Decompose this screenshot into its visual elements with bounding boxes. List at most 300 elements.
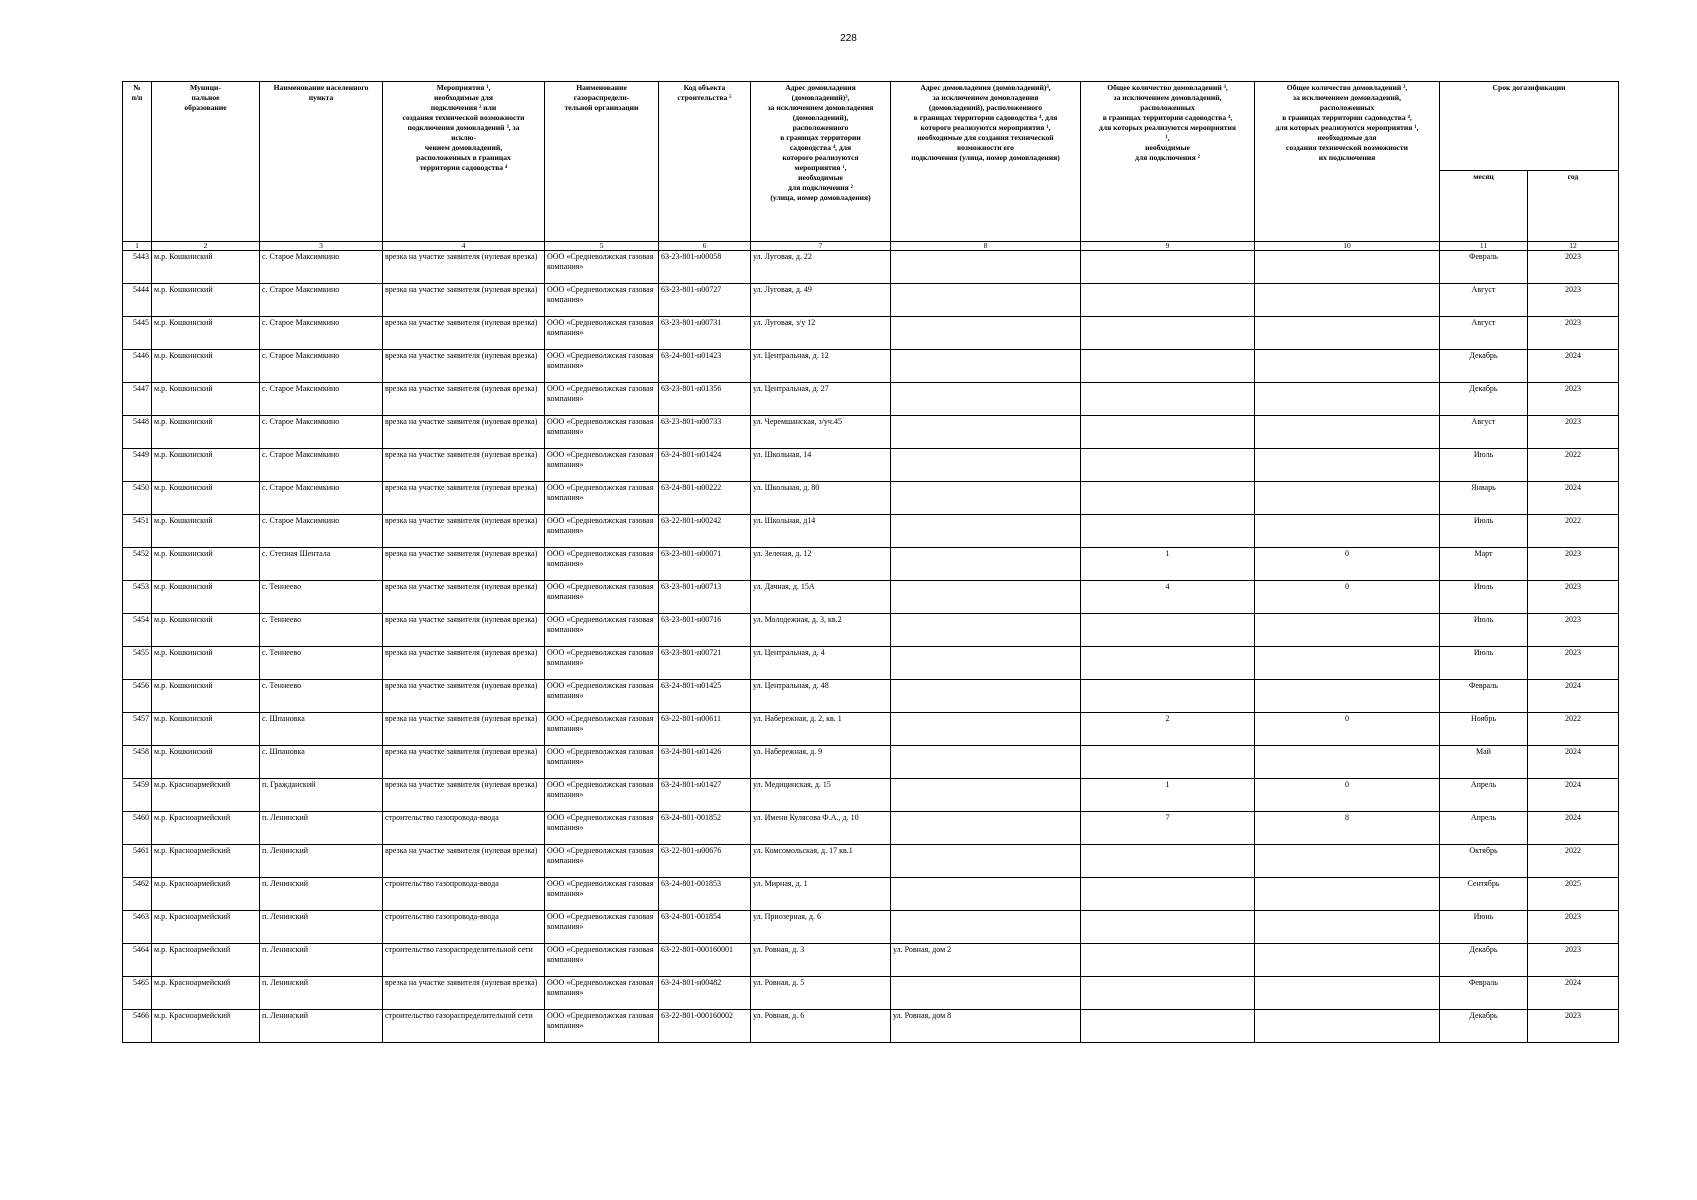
count-technical-cell [1255, 416, 1440, 449]
address-connection-cell: ул. Центральная, д. 4 [751, 647, 891, 680]
municipality-cell: м.р. Кошкинский [152, 713, 260, 746]
activity-cell: врезка на участке заявителя (нулевая врезка) [383, 482, 545, 515]
column-number: 11 [1440, 242, 1528, 251]
address-connection-cell: ул. Центральная, д. 27 [751, 383, 891, 416]
year-cell: 2023 [1528, 284, 1619, 317]
object-code-cell: 63-24-801-н00482 [659, 977, 751, 1010]
count-technical-cell [1255, 515, 1440, 548]
municipality-cell: м.р. Красноармейский [152, 845, 260, 878]
row-number: 5466 [123, 1010, 152, 1043]
object-code-cell: 63-23-801-н00058 [659, 251, 751, 284]
address-technical-cell [891, 449, 1081, 482]
header-activities: Мероприятия ¹, необходимые для подключения ² или создания технической возможности подключения домовладений ³, за исклю- чением домовладений, расположенных в границах территории садоводства ⁴ [383, 82, 545, 242]
table-row [123, 977, 1619, 1010]
municipality-cell: м.р. Красноармейский [152, 911, 260, 944]
organization-cell: ООО «Средневолжская газовая компания» [545, 977, 659, 1010]
count-connection-cell [1081, 878, 1255, 911]
address-connection-cell: ул. Луговая, д. 22 [751, 251, 891, 284]
page-number: 228 [840, 33, 857, 44]
settlement-cell: с. Шпановка [260, 713, 383, 746]
address-technical-cell [891, 482, 1081, 515]
object-code-cell: 63-24-801-н01424 [659, 449, 751, 482]
object-code-cell: 63-23-801-н00071 [659, 548, 751, 581]
settlement-cell: п. Ленинский [260, 1010, 383, 1043]
organization-cell: ООО «Средневолжская газовая компания» [545, 383, 659, 416]
municipality-cell: м.р. Кошкинский [152, 383, 260, 416]
month-cell: Август [1440, 317, 1528, 350]
municipality-cell: м.р. Кошкинский [152, 482, 260, 515]
year-cell: 2023 [1528, 944, 1619, 977]
municipality-cell: м.р. Кошкинский [152, 581, 260, 614]
address-technical-cell [891, 581, 1081, 614]
organization-cell: ООО «Средневолжская газовая компания» [545, 647, 659, 680]
settlement-cell: п. Ленинский [260, 977, 383, 1010]
activity-cell: врезка на участке заявителя (нулевая врезка) [383, 350, 545, 383]
month-cell: Февраль [1440, 977, 1528, 1010]
count-technical-cell [1255, 944, 1440, 977]
year-cell: 2024 [1528, 779, 1619, 812]
count-technical-cell [1255, 878, 1440, 911]
count-connection-cell [1081, 317, 1255, 350]
address-technical-cell [891, 416, 1081, 449]
table-row [123, 680, 1619, 713]
settlement-cell: с. Теннеево [260, 680, 383, 713]
address-connection-cell: ул. Ровная, д. 5 [751, 977, 891, 1010]
header-address-connection: Адрес домовладения (домовладений)³, за исключением домовладения (домовладений), расположенного в границах территории садоводства ⁴, для которого реализуются мероприятия ¹, необходимые для подключения ² (улица, номер домовладения) [751, 82, 891, 242]
count-technical-cell [1255, 614, 1440, 647]
address-technical-cell [891, 845, 1081, 878]
address-connection-cell: ул. Школьная, 14 [751, 449, 891, 482]
municipality-cell: м.р. Красноармейский [152, 812, 260, 845]
column-number: 5 [545, 242, 659, 251]
month-cell: Февраль [1440, 680, 1528, 713]
municipality-cell: м.р. Кошкинский [152, 515, 260, 548]
year-cell: 2023 [1528, 383, 1619, 416]
object-code-cell: 63-24-801-н01427 [659, 779, 751, 812]
table-row [123, 482, 1619, 515]
table-row [123, 779, 1619, 812]
gasification-table [122, 81, 1619, 1043]
header-year: год [1528, 171, 1619, 242]
object-code-cell: 63-22-801-н00611 [659, 713, 751, 746]
count-technical-cell [1255, 1010, 1440, 1043]
count-technical-cell [1255, 350, 1440, 383]
municipality-cell: м.р. Кошкинский [152, 647, 260, 680]
row-number: 5463 [123, 911, 152, 944]
table-row [123, 251, 1619, 284]
settlement-cell: с. Старое Максимкино [260, 284, 383, 317]
activity-cell: врезка на участке заявителя (нулевая врезка) [383, 647, 545, 680]
count-technical-cell [1255, 482, 1440, 515]
count-technical-cell: 0 [1255, 779, 1440, 812]
address-connection-cell: ул. Зеленая, д. 12 [751, 548, 891, 581]
address-connection-cell: ул. Центральная, д. 12 [751, 350, 891, 383]
settlement-cell: с. Теннеево [260, 647, 383, 680]
activity-cell: врезка на участке заявителя (нулевая врезка) [383, 251, 545, 284]
address-technical-cell [891, 713, 1081, 746]
count-technical-cell [1255, 746, 1440, 779]
table-row [123, 713, 1619, 746]
table-row [123, 548, 1619, 581]
organization-cell: ООО «Средневолжская газовая компания» [545, 746, 659, 779]
object-code-cell: 63-24-801-001852 [659, 812, 751, 845]
count-connection-cell [1081, 284, 1255, 317]
header-municipality: Муници- пальное образование [152, 82, 260, 242]
settlement-cell: с. Старое Максимкино [260, 416, 383, 449]
organization-cell: ООО «Средневолжская газовая компания» [545, 1010, 659, 1043]
organization-cell: ООО «Средневолжская газовая компания» [545, 251, 659, 284]
address-technical-cell: ул. Ровная, дом 2 [891, 944, 1081, 977]
activity-cell: врезка на участке заявителя (нулевая врезка) [383, 581, 545, 614]
address-connection-cell: ул. Дачная, д. 15А [751, 581, 891, 614]
count-technical-cell [1255, 911, 1440, 944]
row-number: 5447 [123, 383, 152, 416]
row-number: 5449 [123, 449, 152, 482]
column-numbers-row [123, 242, 1619, 251]
header-settlement: Наименование населенного пункта [260, 82, 383, 242]
organization-cell: ООО «Средневолжская газовая компания» [545, 284, 659, 317]
count-connection-cell: 1 [1081, 548, 1255, 581]
row-number: 5464 [123, 944, 152, 977]
header-organization: Наименование газораспредели- тельной организации [545, 82, 659, 242]
settlement-cell: п. Ленинский [260, 845, 383, 878]
row-number: 5454 [123, 614, 152, 647]
organization-cell: ООО «Средневолжская газовая компания» [545, 548, 659, 581]
object-code-cell: 63-22-801-000160002 [659, 1010, 751, 1043]
municipality-cell: м.р. Кошкинский [152, 746, 260, 779]
activity-cell: врезка на участке заявителя (нулевая врезка) [383, 284, 545, 317]
count-connection-cell [1081, 977, 1255, 1010]
activity-cell: врезка на участке заявителя (нулевая врезка) [383, 680, 545, 713]
object-code-cell: 63-24-801-001854 [659, 911, 751, 944]
address-technical-cell [891, 911, 1081, 944]
table-row [123, 284, 1619, 317]
column-number: 2 [152, 242, 260, 251]
year-cell: 2023 [1528, 251, 1619, 284]
object-code-cell: 63-24-801-н00222 [659, 482, 751, 515]
count-technical-cell: 0 [1255, 581, 1440, 614]
count-technical-cell [1255, 383, 1440, 416]
settlement-cell: с. Теннеево [260, 614, 383, 647]
count-connection-cell: 1 [1081, 779, 1255, 812]
column-number: 1 [123, 242, 152, 251]
month-cell: Июль [1440, 647, 1528, 680]
activity-cell: врезка на участке заявителя (нулевая врезка) [383, 614, 545, 647]
object-code-cell: 63-22-801-н00676 [659, 845, 751, 878]
address-connection-cell: ул. Черемшанская, з/уч.45 [751, 416, 891, 449]
settlement-cell: с. Старое Максимкино [260, 251, 383, 284]
table-row [123, 1010, 1619, 1043]
header-count-technical: Общее количество домовладений ³, за исключением домовладений, расположенных в границах территории садоводства ⁴, для которых реализуются мероприятия ¹, необходимые для создания технической возможности их подключения [1255, 82, 1440, 242]
municipality-cell: м.р. Кошкинский [152, 350, 260, 383]
municipality-cell: м.р. Красноармейский [152, 1010, 260, 1043]
count-connection-cell [1081, 383, 1255, 416]
count-technical-cell [1255, 977, 1440, 1010]
organization-cell: ООО «Средневолжская газовая компания» [545, 779, 659, 812]
address-technical-cell [891, 317, 1081, 350]
month-cell: Декабрь [1440, 383, 1528, 416]
settlement-cell: с. Шпановка [260, 746, 383, 779]
municipality-cell: м.р. Кошкинский [152, 416, 260, 449]
address-connection-cell: ул. Комсомольская, д. 17 кв.1 [751, 845, 891, 878]
count-connection-cell [1081, 746, 1255, 779]
address-technical-cell [891, 977, 1081, 1010]
column-number: 3 [260, 242, 383, 251]
address-technical-cell [891, 614, 1081, 647]
count-connection-cell: 7 [1081, 812, 1255, 845]
organization-cell: ООО «Средневолжская газовая компания» [545, 911, 659, 944]
row-number: 5462 [123, 878, 152, 911]
month-cell: Февраль [1440, 251, 1528, 284]
year-cell: 2024 [1528, 977, 1619, 1010]
table-row [123, 812, 1619, 845]
row-number: 5452 [123, 548, 152, 581]
object-code-cell: 63-24-801-001853 [659, 878, 751, 911]
year-cell: 2023 [1528, 1010, 1619, 1043]
organization-cell: ООО «Средневолжская газовая компания» [545, 812, 659, 845]
address-connection-cell: ул. Приозерная, д. 6 [751, 911, 891, 944]
municipality-cell: м.р. Кошкинский [152, 614, 260, 647]
month-cell: Октябрь [1440, 845, 1528, 878]
table-row [123, 647, 1619, 680]
object-code-cell: 63-23-801-н00731 [659, 317, 751, 350]
year-cell: 2025 [1528, 878, 1619, 911]
column-number: 10 [1255, 242, 1440, 251]
year-cell: 2024 [1528, 350, 1619, 383]
address-connection-cell: ул. Имени Кулясова Ф.А., д. 10 [751, 812, 891, 845]
month-cell: Декабрь [1440, 350, 1528, 383]
table-row [123, 449, 1619, 482]
settlement-cell: с. Теннеево [260, 581, 383, 614]
year-cell: 2022 [1528, 713, 1619, 746]
count-technical-cell [1255, 449, 1440, 482]
settlement-cell: с. Степная Шентала [260, 548, 383, 581]
municipality-cell: м.р. Кошкинский [152, 449, 260, 482]
month-cell: Июль [1440, 614, 1528, 647]
column-number: 4 [383, 242, 545, 251]
year-cell: 2023 [1528, 548, 1619, 581]
count-connection-cell [1081, 647, 1255, 680]
month-cell: Июль [1440, 515, 1528, 548]
table-header [123, 82, 1619, 251]
column-number: 9 [1081, 242, 1255, 251]
table-row [123, 878, 1619, 911]
table-row [123, 416, 1619, 449]
municipality-cell: м.р. Красноармейский [152, 944, 260, 977]
count-connection-cell [1081, 680, 1255, 713]
settlement-cell: п. Ленинский [260, 878, 383, 911]
count-technical-cell [1255, 845, 1440, 878]
activity-cell: врезка на участке заявителя (нулевая врезка) [383, 746, 545, 779]
settlement-cell: с. Старое Максимкино [260, 449, 383, 482]
municipality-cell: м.р. Кошкинский [152, 317, 260, 350]
object-code-cell: 63-23-801-н00716 [659, 614, 751, 647]
table-row [123, 581, 1619, 614]
object-code-cell: 63-23-801-н00713 [659, 581, 751, 614]
organization-cell: ООО «Средневолжская газовая компания» [545, 944, 659, 977]
settlement-cell: с. Старое Максимкино [260, 383, 383, 416]
address-connection-cell: ул. Школьная, д. 80 [751, 482, 891, 515]
settlement-cell: п. Ленинский [260, 911, 383, 944]
object-code-cell: 63-23-801-н01356 [659, 383, 751, 416]
month-cell: Ноябрь [1440, 713, 1528, 746]
year-cell: 2023 [1528, 317, 1619, 350]
address-technical-cell [891, 812, 1081, 845]
municipality-cell: м.р. Кошкинский [152, 251, 260, 284]
row-number: 5446 [123, 350, 152, 383]
month-cell: Апрель [1440, 812, 1528, 845]
row-number: 5460 [123, 812, 152, 845]
address-technical-cell [891, 779, 1081, 812]
address-technical-cell [891, 284, 1081, 317]
address-technical-cell [891, 746, 1081, 779]
address-technical-cell [891, 251, 1081, 284]
month-cell: Декабрь [1440, 1010, 1528, 1043]
count-connection-cell: 4 [1081, 581, 1255, 614]
header-gasification-term: Срок догазификации [1440, 82, 1619, 171]
object-code-cell: 63-24-801-н01423 [659, 350, 751, 383]
year-cell: 2023 [1528, 647, 1619, 680]
count-technical-cell [1255, 647, 1440, 680]
address-technical-cell [891, 647, 1081, 680]
row-number: 5459 [123, 779, 152, 812]
activity-cell: врезка на участке заявителя (нулевая врезка) [383, 779, 545, 812]
column-number: 6 [659, 242, 751, 251]
count-connection-cell [1081, 416, 1255, 449]
activity-cell: врезка на участке заявителя (нулевая врезка) [383, 416, 545, 449]
activity-cell: врезка на участке заявителя (нулевая врезка) [383, 383, 545, 416]
organization-cell: ООО «Средневолжская газовая компания» [545, 515, 659, 548]
address-connection-cell: ул. Ровная, д. 6 [751, 1010, 891, 1043]
settlement-cell: с. Старое Максимкино [260, 515, 383, 548]
row-number: 5456 [123, 680, 152, 713]
count-connection-cell [1081, 350, 1255, 383]
month-cell: Июль [1440, 581, 1528, 614]
row-number: 5458 [123, 746, 152, 779]
activity-cell: строительство газопровода-ввода [383, 911, 545, 944]
address-connection-cell: ул. Набережная, д. 9 [751, 746, 891, 779]
address-connection-cell: ул. Набережная, д. 2, кв. 1 [751, 713, 891, 746]
object-code-cell: 63-24-801-н01425 [659, 680, 751, 713]
row-number: 5451 [123, 515, 152, 548]
address-technical-cell [891, 548, 1081, 581]
count-technical-cell [1255, 317, 1440, 350]
count-connection-cell [1081, 251, 1255, 284]
year-cell: 2023 [1528, 614, 1619, 647]
year-cell: 2024 [1528, 482, 1619, 515]
month-cell: Июнь [1440, 911, 1528, 944]
row-number: 5453 [123, 581, 152, 614]
count-connection-cell [1081, 911, 1255, 944]
row-number: 5443 [123, 251, 152, 284]
address-technical-cell [891, 878, 1081, 911]
address-technical-cell [891, 680, 1081, 713]
table-row [123, 746, 1619, 779]
activity-cell: врезка на участке заявителя (нулевая врезка) [383, 515, 545, 548]
month-cell: Август [1440, 284, 1528, 317]
activity-cell: строительство газопровода-ввода [383, 878, 545, 911]
settlement-cell: п. Гражданский [260, 779, 383, 812]
settlement-cell: п. Ленинский [260, 944, 383, 977]
count-technical-cell: 8 [1255, 812, 1440, 845]
object-code-cell: 63-24-801-н01426 [659, 746, 751, 779]
table-row [123, 350, 1619, 383]
year-cell: 2024 [1528, 812, 1619, 845]
address-connection-cell: ул. Центральная, д. 48 [751, 680, 891, 713]
count-technical-cell [1255, 680, 1440, 713]
table-row [123, 317, 1619, 350]
table-row [123, 944, 1619, 977]
count-connection-cell [1081, 515, 1255, 548]
column-number: 8 [891, 242, 1081, 251]
row-number: 5465 [123, 977, 152, 1010]
organization-cell: ООО «Средневолжская газовая компания» [545, 350, 659, 383]
address-technical-cell [891, 350, 1081, 383]
settlement-cell: с. Старое Максимкино [260, 317, 383, 350]
row-number: 5448 [123, 416, 152, 449]
organization-cell: ООО «Средневолжская газовая компания» [545, 317, 659, 350]
organization-cell: ООО «Средневолжская газовая компания» [545, 845, 659, 878]
activity-cell: врезка на участке заявителя (нулевая врезка) [383, 317, 545, 350]
organization-cell: ООО «Средневолжская газовая компания» [545, 713, 659, 746]
activity-cell: врезка на участке заявителя (нулевая врезка) [383, 977, 545, 1010]
address-connection-cell: ул. Медицинская, д. 15 [751, 779, 891, 812]
count-technical-cell: 0 [1255, 713, 1440, 746]
organization-cell: ООО «Средневолжская газовая компания» [545, 680, 659, 713]
row-number: 5444 [123, 284, 152, 317]
activity-cell: строительство газопровода-ввода [383, 812, 545, 845]
row-number: 5457 [123, 713, 152, 746]
settlement-cell: п. Ленинский [260, 812, 383, 845]
month-cell: Август [1440, 416, 1528, 449]
address-connection-cell: ул. Школьная, д14 [751, 515, 891, 548]
header-count-connection: Общее количество домовладений ³, за исключением домовладений, расположенных в границах территории садоводства ⁴, для которых реализуются мероприятия ¹, необходимые для подключения ² [1081, 82, 1255, 242]
header-object-code: Код объекта строительства ⁵ [659, 82, 751, 242]
month-cell: Апрель [1440, 779, 1528, 812]
year-cell: 2023 [1528, 416, 1619, 449]
month-cell: Май [1440, 746, 1528, 779]
column-number: 7 [751, 242, 891, 251]
address-technical-cell: ул. Ровная, дом 8 [891, 1010, 1081, 1043]
month-cell: Сентябрь [1440, 878, 1528, 911]
address-connection-cell: ул. Луговая, з/у 12 [751, 317, 891, 350]
table-body [123, 251, 1619, 1043]
count-connection-cell [1081, 1010, 1255, 1043]
count-connection-cell [1081, 944, 1255, 977]
municipality-cell: м.р. Кошкинский [152, 548, 260, 581]
count-connection-cell [1081, 482, 1255, 515]
activity-cell: строительство газораспределительной сети [383, 1010, 545, 1043]
object-code-cell: 63-23-801-н00733 [659, 416, 751, 449]
month-cell: Март [1440, 548, 1528, 581]
count-technical-cell [1255, 284, 1440, 317]
year-cell: 2022 [1528, 449, 1619, 482]
table-row [123, 911, 1619, 944]
address-connection-cell: ул. Молодежная, д. 3, кв.2 [751, 614, 891, 647]
municipality-cell: м.р. Красноармейский [152, 878, 260, 911]
year-cell: 2022 [1528, 845, 1619, 878]
address-technical-cell [891, 383, 1081, 416]
count-technical-cell [1255, 251, 1440, 284]
address-connection-cell: ул. Ровная, д. 3 [751, 944, 891, 977]
object-code-cell: 63-22-801-000160001 [659, 944, 751, 977]
row-number: 5450 [123, 482, 152, 515]
header-address-technical: Адрес домовладения (домовладений)³, за исключением домовладения (домовладений), расположенного в границах территории садоводства ⁴, для которого реализуются мероприятия ¹, необходимые для создания технической возможности его подключения (улица, номер домовладения) [891, 82, 1081, 242]
activity-cell: врезка на участке заявителя (нулевая врезка) [383, 713, 545, 746]
table-row [123, 383, 1619, 416]
organization-cell: ООО «Средневолжская газовая компания» [545, 482, 659, 515]
year-cell: 2022 [1528, 515, 1619, 548]
